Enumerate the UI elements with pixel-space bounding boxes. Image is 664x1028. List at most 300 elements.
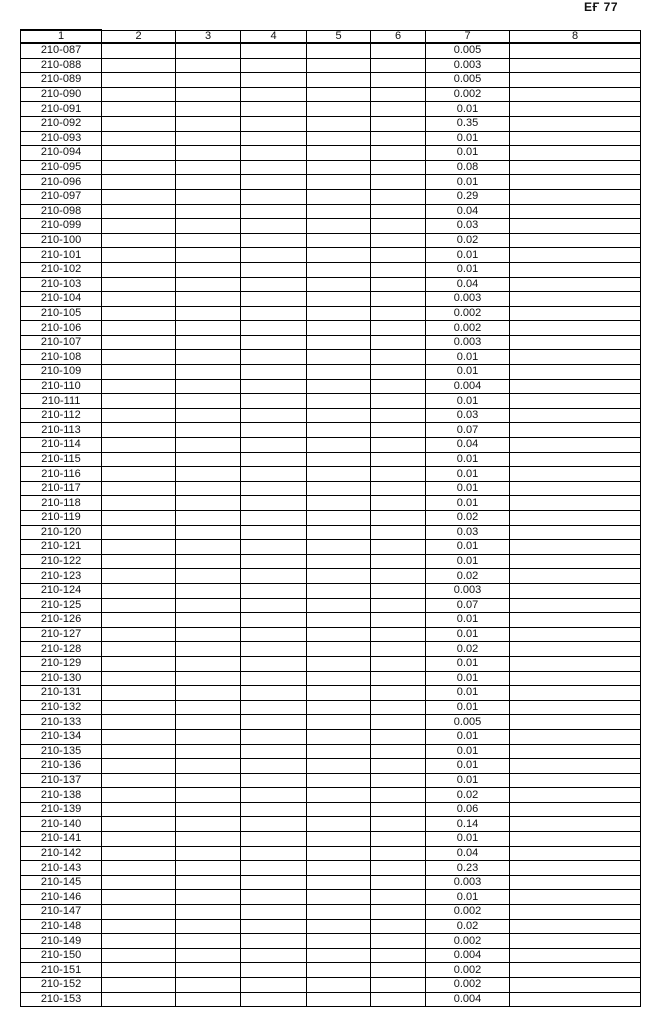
empty-cell (307, 58, 371, 73)
empty-cell (510, 116, 641, 131)
empty-cell (176, 219, 241, 234)
code-cell: 210-094 (21, 146, 102, 161)
empty-cell (176, 438, 241, 453)
code-cell: 210-150 (21, 948, 102, 963)
code-cell: 210-092 (21, 116, 102, 131)
empty-cell (102, 686, 176, 701)
empty-cell (241, 729, 307, 744)
empty-cell (241, 773, 307, 788)
empty-cell (510, 802, 641, 817)
empty-cell (371, 452, 426, 467)
empty-cell (176, 569, 241, 584)
code-cell: 210-132 (21, 700, 102, 715)
value-cell: 0.01 (426, 175, 510, 190)
value-cell: 0.003 (426, 583, 510, 598)
empty-cell (102, 160, 176, 175)
empty-cell (510, 219, 641, 234)
empty-cell (371, 686, 426, 701)
empty-cell (307, 73, 371, 88)
empty-cell (102, 467, 176, 482)
code-cell: 210-116 (21, 467, 102, 482)
empty-cell (371, 379, 426, 394)
value-cell: 0.03 (426, 525, 510, 540)
empty-cell (510, 335, 641, 350)
empty-cell (307, 262, 371, 277)
empty-cell (102, 919, 176, 934)
empty-cell (307, 905, 371, 920)
empty-cell (241, 700, 307, 715)
empty-cell (241, 248, 307, 263)
empty-cell (371, 496, 426, 511)
empty-cell (510, 554, 641, 569)
table-row (21, 540, 641, 555)
empty-cell (102, 321, 176, 336)
empty-cell (102, 671, 176, 686)
empty-cell (371, 525, 426, 540)
value-cell: 0.01 (426, 759, 510, 774)
value-cell: 0.01 (426, 481, 510, 496)
empty-cell (176, 948, 241, 963)
empty-cell (307, 452, 371, 467)
empty-cell (307, 116, 371, 131)
table-row (21, 379, 641, 394)
empty-cell (176, 875, 241, 890)
value-cell: 0.01 (426, 452, 510, 467)
empty-cell (241, 817, 307, 832)
table-row (21, 846, 641, 861)
empty-cell (102, 729, 176, 744)
empty-cell (307, 861, 371, 876)
empty-cell (241, 642, 307, 657)
table-row (21, 729, 641, 744)
value-cell: 0.29 (426, 189, 510, 204)
empty-cell (102, 204, 176, 219)
empty-cell (510, 511, 641, 526)
value-cell: 0.04 (426, 277, 510, 292)
empty-cell (510, 627, 641, 642)
empty-cell (241, 102, 307, 117)
empty-cell (371, 481, 426, 496)
empty-cell (510, 934, 641, 949)
empty-cell (176, 656, 241, 671)
table-row (21, 306, 641, 321)
empty-cell (510, 146, 641, 161)
value-cell: 0.08 (426, 160, 510, 175)
empty-cell (510, 248, 641, 263)
value-cell: 0.002 (426, 87, 510, 102)
empty-cell (102, 788, 176, 803)
empty-cell (371, 759, 426, 774)
empty-cell (176, 379, 241, 394)
empty-cell (241, 656, 307, 671)
empty-cell (176, 554, 241, 569)
empty-cell (241, 511, 307, 526)
empty-cell (371, 233, 426, 248)
value-cell: 0.002 (426, 321, 510, 336)
empty-cell (307, 204, 371, 219)
code-cell: 210-093 (21, 131, 102, 146)
empty-cell (102, 379, 176, 394)
table-row (21, 189, 641, 204)
table-row (21, 73, 641, 88)
empty-cell (371, 905, 426, 920)
code-cell: 210-128 (21, 642, 102, 657)
empty-cell (176, 160, 241, 175)
empty-cell (241, 846, 307, 861)
table-row (21, 262, 641, 277)
code-cell: 210-124 (21, 583, 102, 598)
empty-cell (176, 540, 241, 555)
empty-cell (510, 948, 641, 963)
empty-cell (510, 467, 641, 482)
empty-cell (176, 87, 241, 102)
empty-cell (510, 306, 641, 321)
empty-cell (176, 365, 241, 380)
table-row (21, 978, 641, 993)
value-cell: 0.01 (426, 613, 510, 628)
empty-cell (510, 525, 641, 540)
value-cell: 0.002 (426, 934, 510, 949)
empty-cell (102, 948, 176, 963)
empty-cell (371, 744, 426, 759)
code-cell: 210-099 (21, 219, 102, 234)
empty-cell (510, 481, 641, 496)
empty-cell (371, 890, 426, 905)
empty-cell (102, 233, 176, 248)
empty-cell (241, 58, 307, 73)
code-cell: 210-089 (21, 73, 102, 88)
table-row (21, 861, 641, 876)
code-cell: 210-088 (21, 58, 102, 73)
empty-cell (371, 846, 426, 861)
empty-cell (371, 219, 426, 234)
table-row (21, 919, 641, 934)
empty-cell (102, 759, 176, 774)
empty-cell (371, 613, 426, 628)
table-row (21, 715, 641, 730)
empty-cell (102, 131, 176, 146)
table-row (21, 890, 641, 905)
empty-cell (241, 335, 307, 350)
code-cell: 210-090 (21, 87, 102, 102)
empty-cell (176, 963, 241, 978)
empty-cell (102, 262, 176, 277)
empty-cell (307, 467, 371, 482)
empty-cell (307, 788, 371, 803)
empty-cell (307, 963, 371, 978)
empty-cell (102, 598, 176, 613)
code-cell: 210-125 (21, 598, 102, 613)
empty-cell (102, 438, 176, 453)
empty-cell (176, 861, 241, 876)
value-cell: 0.01 (426, 540, 510, 555)
column-header: 7 (426, 30, 510, 43)
empty-cell (371, 321, 426, 336)
empty-cell (510, 58, 641, 73)
empty-cell (241, 890, 307, 905)
empty-cell (241, 715, 307, 730)
value-cell: 0.003 (426, 58, 510, 73)
empty-cell (176, 788, 241, 803)
table-row (21, 992, 641, 1007)
code-cell: 210-096 (21, 175, 102, 190)
empty-cell (176, 248, 241, 263)
empty-cell (307, 890, 371, 905)
empty-cell (102, 452, 176, 467)
code-cell: 210-130 (21, 671, 102, 686)
empty-cell (102, 116, 176, 131)
empty-cell (241, 992, 307, 1007)
value-cell: 0.04 (426, 204, 510, 219)
empty-cell (102, 875, 176, 890)
empty-cell (510, 175, 641, 190)
empty-cell (176, 423, 241, 438)
code-cell: 210-109 (21, 365, 102, 380)
value-cell: 0.01 (426, 656, 510, 671)
empty-cell (102, 992, 176, 1007)
value-cell: 0.01 (426, 394, 510, 409)
code-cell: 210-102 (21, 262, 102, 277)
empty-cell (102, 832, 176, 847)
empty-cell (241, 905, 307, 920)
code-cell: 210-114 (21, 438, 102, 453)
empty-cell (176, 58, 241, 73)
empty-cell (176, 978, 241, 993)
code-cell: 210-120 (21, 525, 102, 540)
table-row (21, 613, 641, 628)
code-cell: 210-122 (21, 554, 102, 569)
empty-cell (241, 554, 307, 569)
empty-cell (371, 248, 426, 263)
code-cell: 210-123 (21, 569, 102, 584)
empty-cell (371, 715, 426, 730)
empty-cell (241, 146, 307, 161)
value-cell: 0.07 (426, 598, 510, 613)
empty-cell (241, 379, 307, 394)
code-cell: 210-143 (21, 861, 102, 876)
empty-cell (102, 715, 176, 730)
empty-cell (241, 613, 307, 628)
empty-cell (241, 116, 307, 131)
empty-cell (241, 759, 307, 774)
value-cell: 0.03 (426, 408, 510, 423)
table-row (21, 569, 641, 584)
empty-cell (307, 642, 371, 657)
empty-cell (510, 350, 641, 365)
empty-cell (307, 175, 371, 190)
empty-cell (307, 379, 371, 394)
empty-cell (371, 569, 426, 584)
empty-cell (241, 204, 307, 219)
empty-cell (241, 365, 307, 380)
data-table (20, 29, 641, 1007)
empty-cell (241, 978, 307, 993)
empty-cell (241, 160, 307, 175)
empty-cell (176, 744, 241, 759)
empty-cell (510, 233, 641, 248)
empty-cell (371, 394, 426, 409)
empty-cell (307, 511, 371, 526)
empty-cell (307, 686, 371, 701)
empty-cell (102, 642, 176, 657)
empty-cell (241, 306, 307, 321)
empty-cell (371, 423, 426, 438)
empty-cell (241, 262, 307, 277)
empty-cell (176, 627, 241, 642)
value-cell: 0.04 (426, 846, 510, 861)
table-row (21, 277, 641, 292)
value-cell: 0.01 (426, 744, 510, 759)
empty-cell (176, 583, 241, 598)
empty-cell (241, 131, 307, 146)
empty-cell (241, 438, 307, 453)
empty-cell (176, 321, 241, 336)
table-row (21, 554, 641, 569)
empty-cell (510, 73, 641, 88)
column-header: 2 (102, 30, 176, 43)
empty-cell (371, 773, 426, 788)
empty-cell (510, 613, 641, 628)
empty-cell (176, 102, 241, 117)
empty-cell (307, 919, 371, 934)
value-cell: 0.01 (426, 554, 510, 569)
empty-cell (241, 277, 307, 292)
empty-cell (371, 598, 426, 613)
empty-cell (371, 365, 426, 380)
empty-cell (371, 306, 426, 321)
empty-cell (102, 408, 176, 423)
empty-cell (510, 861, 641, 876)
empty-cell (102, 700, 176, 715)
code-cell: 210-106 (21, 321, 102, 336)
value-cell: 0.004 (426, 379, 510, 394)
empty-cell (176, 189, 241, 204)
empty-cell (510, 365, 641, 380)
empty-cell (102, 817, 176, 832)
empty-cell (307, 350, 371, 365)
empty-cell (510, 43, 641, 58)
empty-cell (241, 394, 307, 409)
table-row (21, 131, 641, 146)
table-row (21, 802, 641, 817)
empty-cell (102, 394, 176, 409)
empty-cell (371, 175, 426, 190)
empty-cell (176, 511, 241, 526)
empty-cell (102, 219, 176, 234)
empty-cell (510, 598, 641, 613)
empty-cell (102, 978, 176, 993)
empty-cell (102, 905, 176, 920)
empty-cell (241, 686, 307, 701)
empty-cell (307, 583, 371, 598)
empty-cell (307, 554, 371, 569)
empty-cell (371, 627, 426, 642)
empty-cell (510, 452, 641, 467)
empty-cell (176, 131, 241, 146)
empty-cell (102, 613, 176, 628)
value-cell: 0.002 (426, 306, 510, 321)
table-row (21, 175, 641, 190)
empty-cell (241, 350, 307, 365)
empty-cell (371, 992, 426, 1007)
empty-cell (307, 802, 371, 817)
empty-cell (241, 540, 307, 555)
code-cell: 210-127 (21, 627, 102, 642)
empty-cell (371, 131, 426, 146)
code-cell: 210-115 (21, 452, 102, 467)
empty-cell (307, 540, 371, 555)
code-cell: 210-103 (21, 277, 102, 292)
value-cell: 0.01 (426, 627, 510, 642)
empty-cell (241, 219, 307, 234)
empty-cell (510, 277, 641, 292)
empty-cell (510, 817, 641, 832)
empty-cell (510, 321, 641, 336)
table-row (21, 598, 641, 613)
empty-cell (176, 73, 241, 88)
value-cell: 0.003 (426, 875, 510, 890)
code-cell: 210-117 (21, 481, 102, 496)
empty-cell (371, 554, 426, 569)
value-cell: 0.14 (426, 817, 510, 832)
empty-cell (102, 773, 176, 788)
empty-cell (176, 700, 241, 715)
empty-cell (371, 73, 426, 88)
empty-cell (241, 802, 307, 817)
empty-cell (307, 292, 371, 307)
value-cell: 0.23 (426, 861, 510, 876)
empty-cell (510, 642, 641, 657)
empty-cell (241, 569, 307, 584)
value-cell: 0.06 (426, 802, 510, 817)
table-row (21, 321, 641, 336)
empty-cell (371, 335, 426, 350)
empty-cell (102, 102, 176, 117)
empty-cell (176, 350, 241, 365)
code-cell: 210-138 (21, 788, 102, 803)
empty-cell (371, 146, 426, 161)
table-row (21, 248, 641, 263)
empty-cell (307, 321, 371, 336)
empty-cell (307, 438, 371, 453)
empty-cell (510, 759, 641, 774)
empty-cell (176, 934, 241, 949)
empty-cell (307, 817, 371, 832)
empty-cell (510, 394, 641, 409)
empty-cell (241, 744, 307, 759)
value-cell: 0.002 (426, 963, 510, 978)
code-cell: 210-095 (21, 160, 102, 175)
value-cell: 0.04 (426, 438, 510, 453)
empty-cell (241, 919, 307, 934)
empty-cell (102, 350, 176, 365)
table-row (21, 963, 641, 978)
empty-cell (510, 905, 641, 920)
empty-cell (371, 832, 426, 847)
empty-cell (176, 175, 241, 190)
value-cell: 0.02 (426, 642, 510, 657)
empty-cell (241, 875, 307, 890)
table-row (21, 160, 641, 175)
empty-cell (241, 467, 307, 482)
empty-cell (307, 219, 371, 234)
empty-cell (176, 919, 241, 934)
table-row (21, 146, 641, 161)
code-cell: 210-148 (21, 919, 102, 934)
empty-cell (307, 729, 371, 744)
column-header: 6 (371, 30, 426, 43)
empty-cell (241, 481, 307, 496)
